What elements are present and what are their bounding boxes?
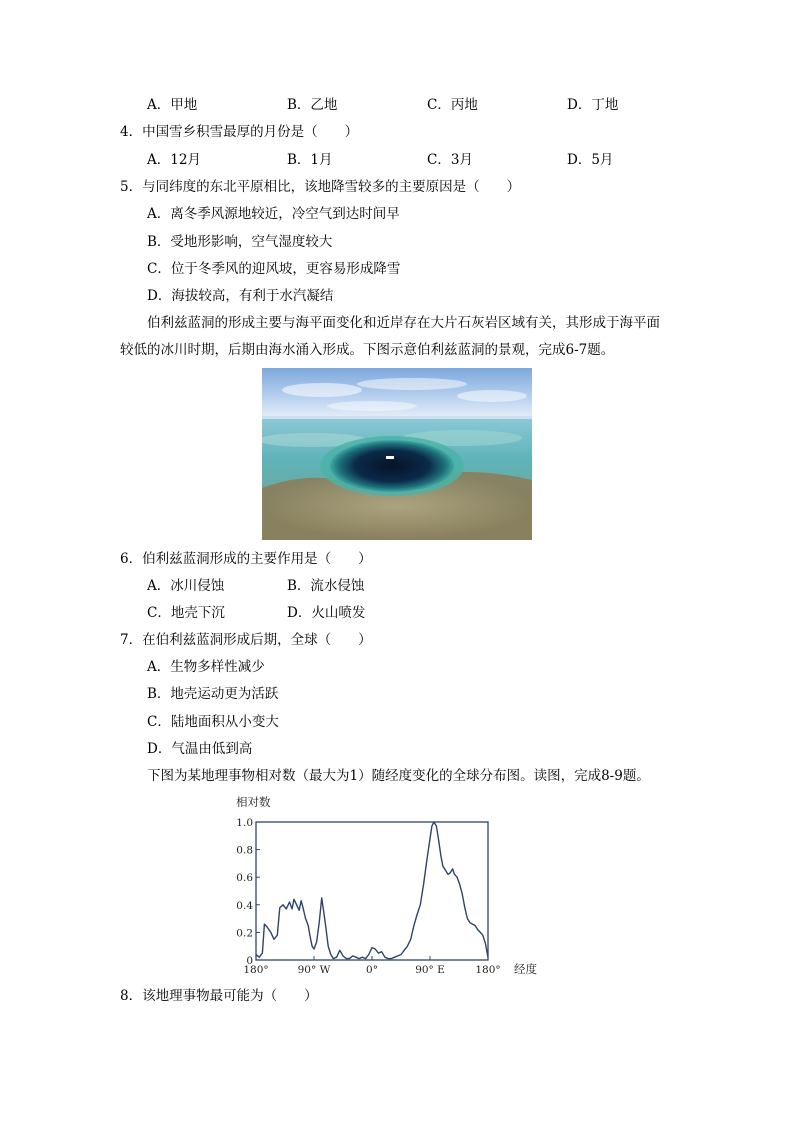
q6-option-c: C．地壳下沉: [147, 605, 225, 621]
x-tick-label: 180°: [243, 964, 269, 976]
plot-frame: [256, 822, 488, 960]
q7-option-d: D．气温由低到高: [147, 741, 253, 757]
x-tick-label: 180°: [475, 964, 501, 976]
chart-svg: [228, 792, 558, 977]
y-tick-label: 0.6: [236, 872, 253, 885]
longitude-distribution-chart: [228, 792, 558, 977]
q4-option-b: B．1月: [287, 152, 333, 168]
passage1-line2: 较低的冰川时期，后期由海水涌入形成。下图示意伯利兹蓝洞的景观，完成6-7题。: [120, 342, 615, 358]
y-axis-label: 相对数: [236, 795, 271, 809]
q8-stem: 8．该地理事物最可能为（ ）: [120, 988, 318, 1004]
q5-option-a: A．离冬季风源地较近，冷空气到达时间早: [147, 206, 400, 222]
q3-option-b: B．乙地: [287, 97, 338, 113]
q4-stem: 4．中国雪乡积雪最厚的月份是（ ）: [120, 124, 359, 140]
q6-option-d: D．火山喷发: [287, 605, 366, 621]
q6-option-b: B．流水侵蚀: [287, 578, 365, 594]
x-axis-label: 经度: [514, 962, 537, 976]
q7-option-a: A．生物多样性减少: [147, 659, 265, 675]
q6-stem: 6．伯利兹蓝洞形成的主要作用是（ ）: [120, 551, 372, 567]
passage2: 下图为某地理事物相对数（最大为1）随经度变化的全球分布图。读图，完成8-9题。: [147, 768, 650, 784]
q3-option-a: A．甲地: [147, 97, 198, 113]
q6-option-a: A．冰川侵蚀: [147, 578, 225, 594]
q5-option-b: B．受地形影响，空气湿度较大: [147, 234, 333, 250]
q4-option-d: D．5月: [567, 152, 614, 168]
passage1-line1: 伯利兹蓝洞的形成主要与海平面变化和近岸存在大片石灰岩区域有关，其形成于海平面: [147, 315, 660, 331]
q3-option-d: D．丁地: [567, 97, 619, 113]
q3-option-c: C．丙地: [427, 97, 478, 113]
y-tick-label: 0.4: [236, 899, 253, 912]
y-tick-label: 1.0: [236, 817, 253, 829]
y-tick-label: 0.2: [236, 927, 253, 940]
q5-option-c: C．位于冬季风的迎风坡，更容易形成降雪: [147, 261, 401, 277]
x-tick-label: 90° W: [297, 964, 331, 976]
q7-option-b: B．地壳运动更为活跃: [147, 686, 279, 702]
x-tick-label: 90° E: [415, 964, 445, 976]
q7-option-c: C．陆地面积从小变大: [147, 714, 279, 730]
series-line: [256, 822, 488, 959]
q4-option-c: C．3月: [427, 152, 473, 168]
q4-option-a: A．12月: [147, 152, 201, 168]
q7-stem: 7．在伯利兹蓝洞形成后期，全球（ ）: [120, 632, 372, 648]
q5-stem: 5．与同纬度的东北平原相比，该地降雪较多的主要原因是（ ）: [120, 179, 521, 195]
q5-option-d: D．海拔较高，有利于水汽凝结: [147, 288, 334, 304]
x-tick-label: 0°: [366, 964, 378, 976]
y-tick-label: 0.8: [236, 844, 253, 857]
blue-hole-photo: [262, 368, 532, 540]
y-tick-label: 0: [246, 955, 253, 967]
